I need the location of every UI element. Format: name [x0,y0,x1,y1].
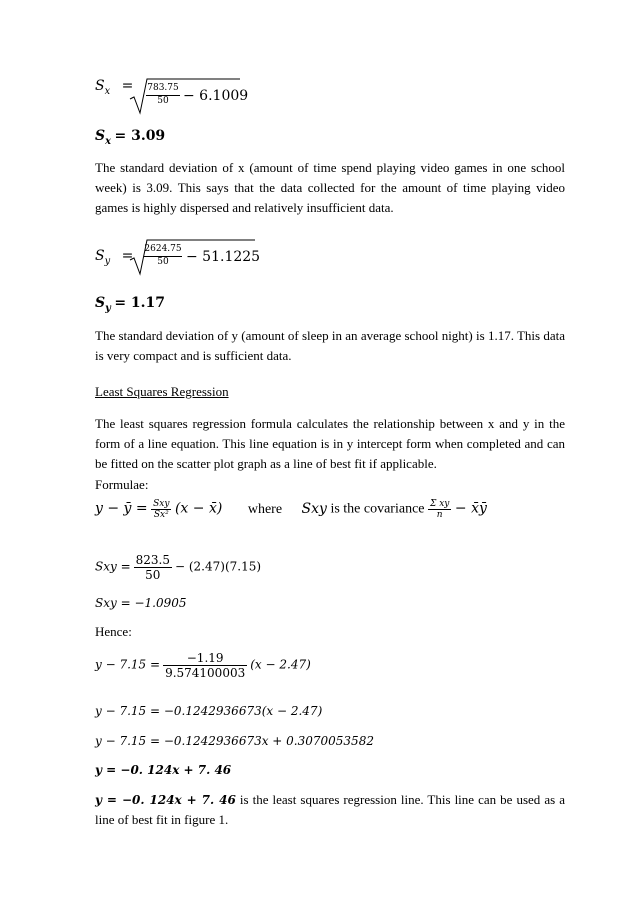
sy-subscript: y [104,255,111,267]
cov-numerator: Σ xy [430,499,450,509]
sx-subscript: x [104,85,111,97]
hence-label: Hence: [95,624,132,639]
final-paragraph-equation: y = −0. 124x + 7. 46 [95,793,236,807]
equation-3: y − 7.15 = −0.1242936673x + 0.3070053582 [95,734,374,748]
sx-equals: = [121,78,134,94]
formula-rhs: (x − x̄) [174,500,223,517]
sxy-calc-fraction [134,553,172,582]
lsr-paragraph: The least squares regression formula calculates the relationship between x and y in the form of a line equation. This line equation is in y intercept form when completed and can be fitted on the scatter plot graph as a line of best fit if applicable. [95,416,565,471]
eq1-fraction [163,651,247,680]
sx-minus-term: − 6.1009 [183,88,249,104]
formulae-label: Formulae: [95,477,149,492]
sy-result-symbol: S [95,295,106,311]
sy-result [95,295,165,314]
sx-denominator: 50 [146,95,180,106]
sy-denominator: 50 [144,256,182,267]
eq1-denominator: 9.574100003 [165,666,246,680]
cov-rhs: − x̄ȳ [454,500,487,517]
formula-is-covariance: is the covariance [330,501,425,517]
sx-result-sub: x [105,135,111,147]
cov-denominator: n [428,509,451,520]
sy-paragraph: The standard deviation of y (amount of sleep in an average school night) is 1.17. This data is very compact and is sufficient data. [95,328,565,363]
sx-symbol: S [95,78,105,94]
sxy-calc-denominator: 50 [134,567,172,582]
formula-numerator: Sxy [153,499,170,509]
formula-fraction [151,499,171,520]
eq1-numerator: −1.19 [186,651,224,665]
sx-numerator: 783.75 [147,83,179,93]
equation-1 [95,651,311,680]
sx-result [95,128,165,147]
sx-paragraph: The standard deviation of x (amount of time spend playing video games in one school week) is 3.09. This says that the data collected for the amount of time playing video games is highly dispersed and relatively insufficient data. [95,160,565,215]
sxy-calc [95,553,261,582]
formula-where: where [247,501,283,517]
sy-result-value: = 1.17 [114,295,166,311]
sx-result-value: = 3.09 [114,128,166,144]
formula-sxy: Sxy [301,500,327,517]
cov-fraction [428,499,451,520]
eq1-lhs: y − 7.15 = [95,657,161,672]
sy-result-sub: y [105,302,111,314]
eq1-rhs: (x − 2.47) [250,657,311,672]
sxy-calc-lhs: Sxy = [95,559,131,574]
sx-fraction [146,83,180,106]
lsr-heading: Least Squares Regression [95,384,229,399]
final-paragraph [95,790,565,830]
formula-denominator: Sx² [151,509,171,520]
formula-lhs: y − ȳ = [95,500,148,517]
sx-result-symbol: S [95,128,106,144]
final-equation: y = −0. 124x + 7. 46 [95,763,232,777]
sxy-result: Sxy = −1.0905 [95,596,187,610]
sy-numerator: 2624.75 [144,244,182,254]
regression-formula [95,499,487,520]
sxy-calc-rhs: − (2.47)(7.15) [175,559,262,574]
sxy-calc-numerator: 823.5 [135,553,170,567]
sy-fraction [144,244,182,267]
equation-2: y − 7.15 = −0.1242936673(x − 2.47) [95,704,323,718]
sy-equals: = [121,248,134,264]
sy-symbol: S [95,248,105,264]
sy-minus-term: − 51.1225 [186,249,261,265]
final-paragraph-text: is the least squares regression line. This line can be used as a line of best fit in figure 1. [95,792,565,827]
